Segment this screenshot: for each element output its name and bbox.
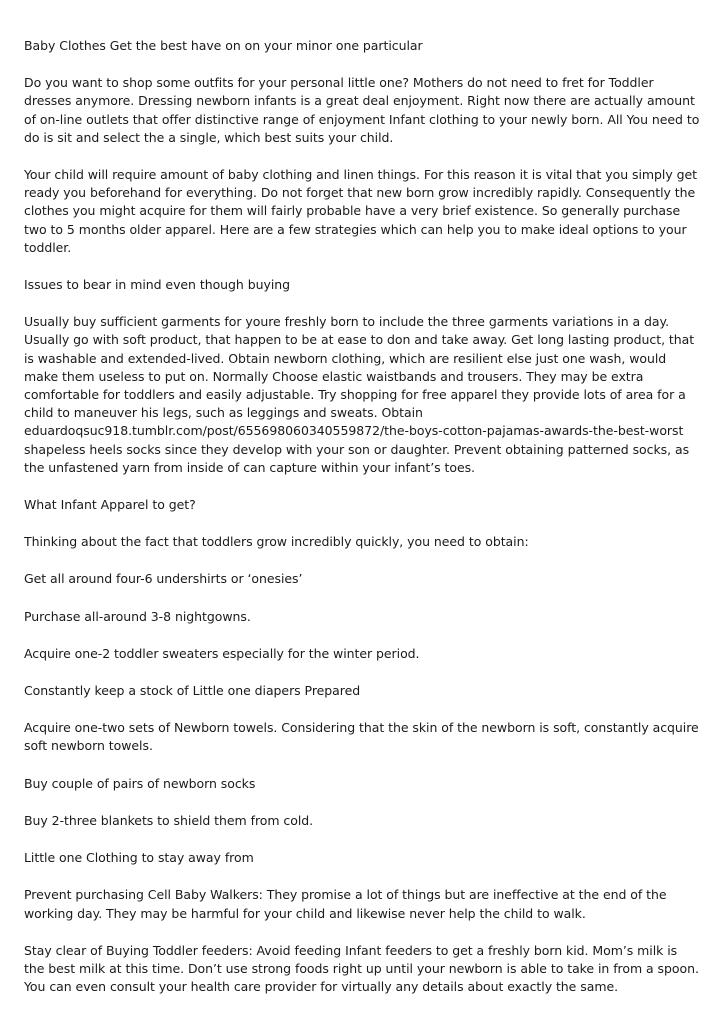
intro-paragraph: Do you want to shop some outfits for your personal little one? Mothers do not need to fret for Toddler dresses anymore. Dressing newborn infants is a great deal enjoyment. Right now there are actually amount of on-line outlets that offer distinctive range of enjoyment Infant clothing to your newly born. All You need to do is sit and select the a single, which best suits your child.	[24, 75, 700, 145]
list-item: Acquire one-two sets of Newborn towels. Considering that the skin of the newborn is soft, constantly acquire soft newborn towels.	[24, 720, 699, 754]
body-paragraph: Thinking about the fact that toddlers grow incredibly quickly, you need to obtain:	[24, 534, 529, 550]
list-item: Buy couple of pairs of newborn socks	[24, 775, 256, 791]
list-item: Constantly keep a stock of Little one diapers Prepared	[24, 683, 361, 699]
document-title: Baby Clothes Get the best have on on your minor one particular	[24, 38, 423, 53]
list-item: Get all around four-6 undershirts or ‘onesies’	[24, 571, 303, 587]
list-item: Buy 2-three blankets to shield them from cold.	[24, 812, 314, 828]
section-heading: Issues to bear in mind even though buying	[24, 277, 291, 293]
document-body	[24, 37, 700, 1015]
section-heading: Little one Clothing to stay away from	[24, 850, 254, 866]
section-heading: What Infant Apparel to get?	[24, 497, 196, 513]
list-item: Acquire one-2 toddler sweaters especially for the winter period.	[24, 645, 420, 661]
body-paragraph: Your child will require amount of baby clothing and linen things. For this reason it is vital that you simply get ready you beforehand for everything. Do not forget that new born grow incredibly rapidly. Consequently the clothes you might acquire for them will fairly probable have a very brief existence. So generally purchase two to 5 months older apparel. Here are a few strategies which can help you to make ideal options to your toddler.	[24, 167, 697, 255]
list-item: Purchase all-around 3-8 nightgowns.	[24, 608, 251, 624]
body-paragraph: Usually buy sufficient garments for youre freshly born to include the three garments variations in a day. Usually go with soft product, that happen to be at ease to don and take away. Get long lasting product, that is washable and extended-lived. Obtain newborn clothing, which are resilient else just one wash, would make them useless to put on. Normally Choose elastic waistbands and trousers. They may be extra comfortable for toddlers and easily adjustable. Try shopping for free apparel they provide lots of area for a child to maneuver his legs, such as leggings and sweats. Obtain eduardoqsuc918.tumblr.com/post/655698060340559872/the-boys-cotton-pajamas-awards-the-best-worst shapeless heels socks since they develop with your son or daughter. Prevent obtaining patterned socks, as the unfastened yarn from inside of can capture within your infant’s toes.	[24, 314, 695, 475]
body-paragraph: Stay clear of Buying Toddler feeders: Avoid feeding Infant feeders to get a freshly born kid. Mom’s milk is the best milk at this time. Don’t use strong foods right up until your newborn is able to take in from a spoon. You can even consult your health care provider for virtually any details about exactly the same.	[24, 942, 699, 995]
body-paragraph: Prevent purchasing Cell Baby Walkers: They promise a lot of things but are ineffective at the end of the working day. They may be harmful for your child and likewise never help the child to walk.	[24, 887, 667, 921]
